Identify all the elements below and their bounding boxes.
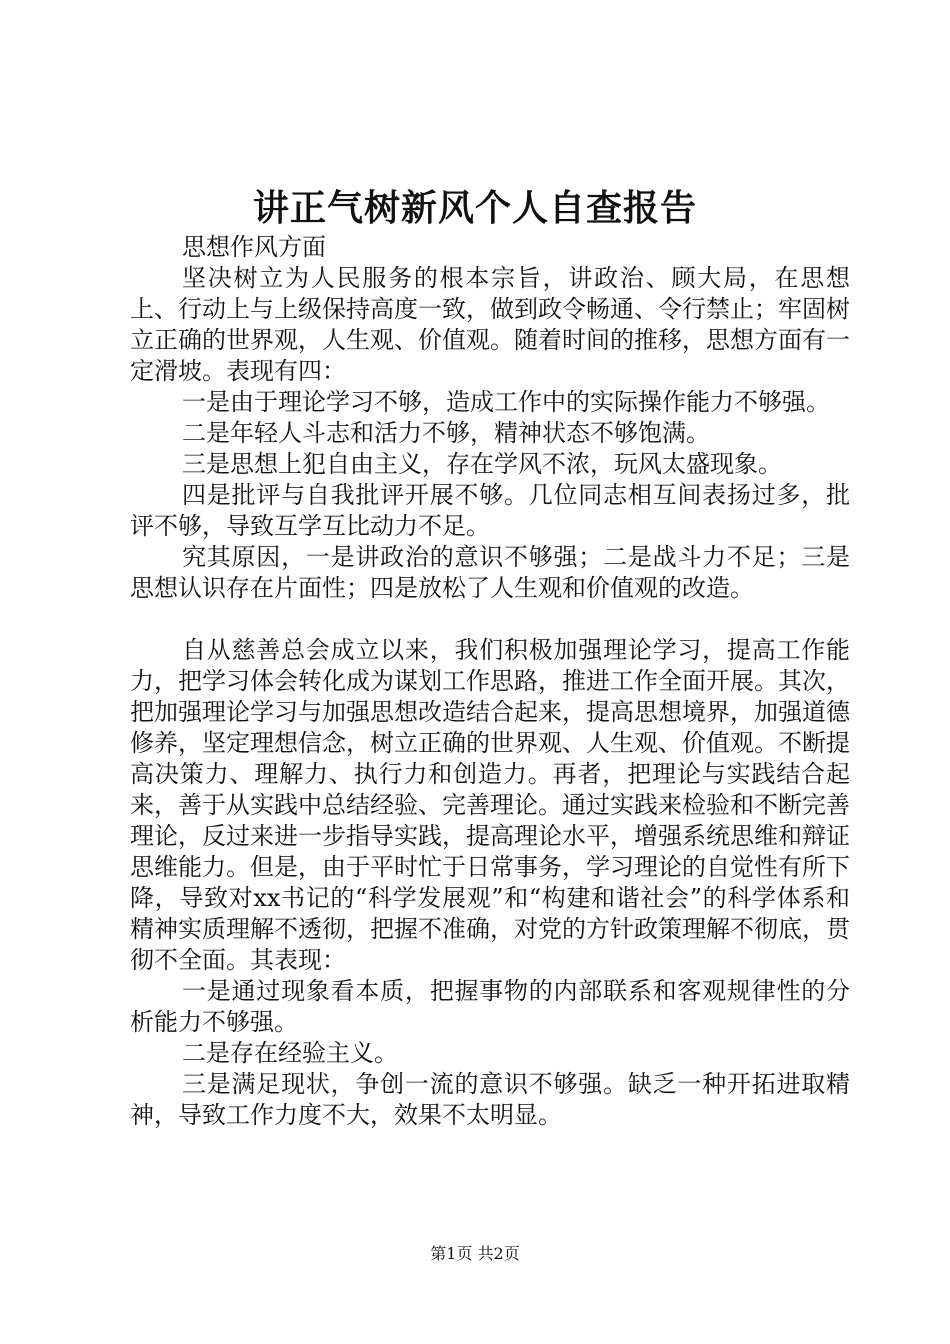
paragraph: 四是批评与自我批评开展不够。几位同志相互间表扬过多，批评不够，导致互学互比动力不足。 <box>130 481 850 540</box>
page-number: 第1页 共2页 <box>430 1244 520 1263</box>
paragraph: 二是存在经验主义。 <box>182 1039 398 1067</box>
document-title: 讲正气树新风个人自查报告 <box>252 187 697 229</box>
paragraph: 坚决树立为人民服务的根本宗旨，讲政治、顾大局，在思想上、行动上与上级保持高度一致，做到政令畅通、令行禁止；牢固树立正确的世界观，人生观、价值观。随着时间的推移，思想方面有一定滑坡。表现有四： <box>130 264 850 385</box>
paragraph: 三是思想上犯自由主义，存在学风不浓，玩风太盛现象。 <box>182 450 782 478</box>
paragraph: 自从慈善总会成立以来，我们积极加强理论学习，提高工作能力，把学习体会转化成为谋划工作思路，推进工作全面开展。其次，把加强理论学习与加强思想改造结合起来，提高思想境界，加强道德修养，坚定理想信念，树立正确的世界观、人生观、价值观。不断提高决策力、理解力、执行力和创造力。再者，把理论与实践结合起来，善于从实践中总结经验、完善理论。通过实践来检验和不断完善理论，反过来进一步指导实践，提高理论水平，增强系统思维和辩证思维能力。但是，由于平时忙于日常事务，学习理论的自觉性有所下降，导致对xx书记的“科学发展观”和“构建和谐社会”的科学体系和精神实质理解不透彻，把握不准确，对党的方针政策理解不彻底，贯彻不全面。其表现： <box>130 636 850 974</box>
paragraph: 一是由于理论学习不够，造成工作中的实际操作能力不够强。 <box>182 388 830 416</box>
paragraph: 一是通过现象看本质，把握事物的内部联系和客观规律性的分析能力不够强。 <box>130 977 850 1036</box>
paragraph: 三是满足现状，争创一流的意识不够强。缺乏一种开拓进取精神，导致工作力度不大，效果不太明显。 <box>130 1070 850 1129</box>
document-body <box>130 232 850 1131</box>
paragraph-heading: 思想作风方面 <box>182 233 326 261</box>
paragraph: 二是年轻人斗志和活力不够，精神状态不够饱满。 <box>182 419 710 447</box>
paragraph: 究其原因，一是讲政治的意识不够强；二是战斗力不足；三是思想认识存在片面性；四是放松了人生观和价值观的改造。 <box>130 543 850 602</box>
